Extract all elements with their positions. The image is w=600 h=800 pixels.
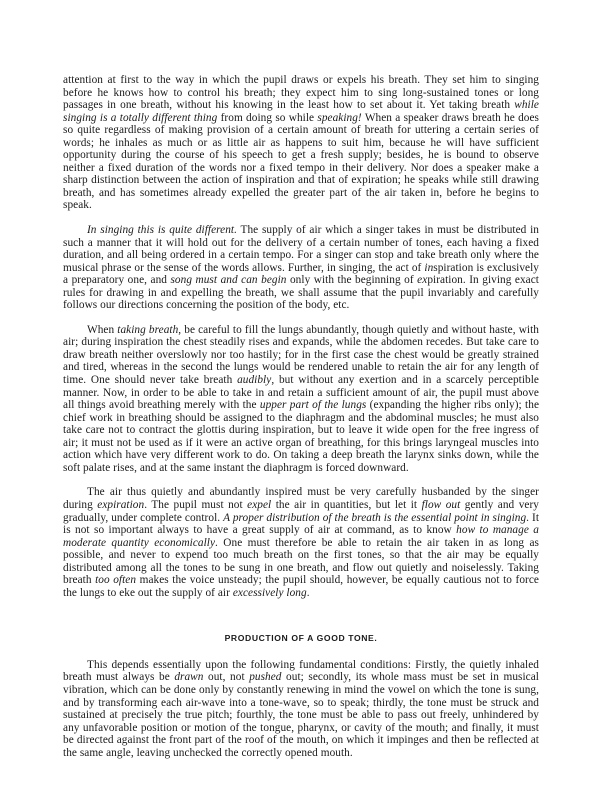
italic-text: expel: [247, 498, 272, 511]
italic-text: in: [424, 261, 434, 274]
italic-text: taking breath: [117, 323, 179, 336]
paragraph: [63, 74, 539, 212]
text: . One must therefore be able to retain the air taken in as long as possible, and never to expend too much breath on the first tones, so that the air may be equally distributed among all the tones to be sung in one breath, and flow out quietly and noiselessly. Taking breath: [63, 536, 539, 587]
text: This depends essentially upon the following fundamental conditions: Firstly, the quietly inhaled breath must always be: [63, 658, 539, 684]
text: spiration is exclusively a preparatory one, and: [63, 261, 539, 287]
italic-text: upper part of the lungs: [259, 399, 367, 412]
italic-text: pushed: [249, 671, 282, 684]
italic-text: A proper distribution of the breath is the essential point in singing: [223, 511, 527, 524]
text: gently and very gradually, under complete control.: [63, 498, 539, 524]
text: the air in quantities, but let it: [271, 498, 422, 511]
italic-text: while singing is a totally different thing: [63, 99, 539, 124]
text: .: [306, 586, 310, 599]
text: makes the voice unsteady; the pupil should, however, be equally cautious not to force the lungs to eke out the supply of air: [63, 574, 539, 599]
text: The air thus quietly and abundantly inspired must be very carefully husbanded by the singer during: [63, 486, 539, 511]
italic-text: In singing this is quite different.: [87, 224, 237, 237]
italic-text: song must and can begin: [170, 274, 287, 287]
text: When: [87, 323, 118, 336]
italic-text: ex: [417, 274, 428, 287]
text: , but without any exertion and in a scarcely perceptible manner. Now, in order to be able to take in and retain a sufficient amount of air, the pupil must above all things avoid breathing merely with the: [63, 374, 539, 412]
italic-text: drawn: [174, 671, 204, 684]
italic-text: excessively long: [232, 586, 307, 599]
text: out; secondly, its whole mass must be set in musical vibration, which can be done only by constantly renewing in mind the vowel on which the tone is sung, and by transforming each air-wave into a tone-wave, so to speak; thirdly, the tone must be struck and sustained at precisely the true pitch; fourthly, the tone must be able to pass out freely, unhindered by any unfavorable position or motion of the tongue, pharynx, or cavity of the mouth; and finally, it must be directed against the front part of the roof of the mouth, on which it impinges and then be reflected at the same angle, leaving unchecked the correctly opened mouth.: [63, 671, 539, 759]
text: , be careful to fill the lungs abundantly, though quietly and without haste, with air; during inspiration the chest steadily rises and expands, while the abdomen recedes. But take care to draw breath neither overslowly nor too hastily; for in the first case the chest would be greatly strained and tired, whereas in the second the lungs would be rendered unable to retain the air for any length of time. One should never take breath: [63, 323, 539, 387]
document-page: [63, 74, 539, 759]
text: . The pupil must not: [144, 498, 248, 511]
text: . It is not so important always to have a great supply of air at command, as to know: [63, 511, 540, 537]
paragraph: [63, 659, 539, 759]
italic-text: speaking!: [317, 111, 362, 124]
paragraph: [63, 324, 539, 475]
text: from doing so while: [217, 111, 318, 124]
italic-text: expiration: [97, 498, 145, 511]
section-heading: PRODUCTION OF A GOOD TONE.: [224, 633, 378, 644]
italic-text: flow out: [421, 498, 461, 511]
italic-text: too often: [95, 574, 137, 587]
paragraph: [63, 486, 539, 599]
italic-text: how to manage a moderate quantity economically: [63, 524, 539, 549]
text: out, not: [203, 671, 250, 684]
text: piration. In giving exact rules for drawing in and expelling the breath, we shall assume that the pupil invariably and carefully follows our directions concerning the position of the body, etc.: [63, 274, 539, 312]
text: attention at first to the way in which the pupil draws or expels his breath. They set him to singing before he knows how to control his breath; they expect him to sing long-sustained tones or long passages in one breath, without his knowing in the least how to set about it. Yet taking breath: [63, 74, 539, 112]
paragraph: [63, 224, 539, 312]
text: When a speaker draws breath he does so quite regardless of making provision of a certain amount of breath for uttering a certain series of words; he inhales as much or as little air as happens to suit him, because he will have sufficient opportunity during the course of his speech to get a fresh supply; besides, he is bound to observe neither a fixed duration of the words nor a fixed tempo in their delivery. Nor does a speaker make a sharp distinction between the action of inspiration and that of expiration; he speaks while still drawing breath, and has sometimes already expelled the greater part of the air taken in, before he begins to speak.: [63, 111, 539, 212]
text: The supply of air which a singer takes in must be distributed in such a manner that it will hold out for the delivery of a certain number of tones, each having a fixed duration, and all being ordered in a certain tempo. For a singer can stop and take breath only where the musical phrase or the sense of the words allows. Further, in singing, the act of: [63, 224, 539, 274]
text: (expanding the higher ribs only); the chief work in breathing should be assigned to the diaphragm and the abdominal muscles; he must also take care not to contract the glottis during inspiration, but to leave it wide open for the free ingress of air; it must not be used as if it were an active organ of breathing, for this brings laryngeal muscles into action which have very different work to do. On taking a deep breath the larynx sinks down, while the soft palate rises, and at the same instant the diaphragm is forced downward.: [63, 399, 540, 474]
italic-text: audibly: [237, 374, 272, 387]
text: only with the beginning of: [286, 274, 418, 287]
